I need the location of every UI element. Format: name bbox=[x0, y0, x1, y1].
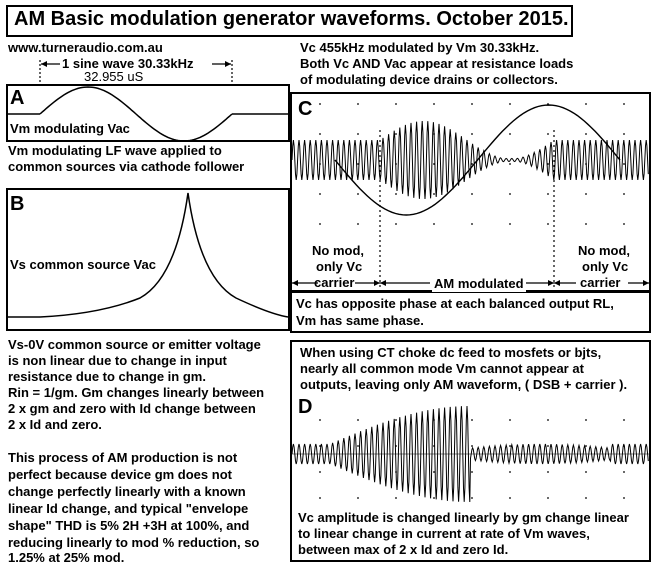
panel-b-desc-1: Vs-0V common source or emitter voltage bbox=[8, 337, 261, 352]
center-label: AM modulated bbox=[434, 276, 524, 291]
panel-c-header-2: Both Vc AND Vac appear at resistance loads bbox=[300, 56, 574, 71]
panel-d-caption-3: between max of 2 x Id and zero Id. bbox=[298, 542, 509, 557]
left-label-3: carrier bbox=[314, 275, 355, 290]
left-label-1: No mod, bbox=[312, 243, 364, 258]
panel-b-letter: B bbox=[10, 193, 25, 215]
right-label-1: No mod, bbox=[578, 243, 630, 258]
panel-c-caption-1: Vc has opposite phase at each balanced output RL, bbox=[296, 296, 614, 311]
panel-b-caption: Vs common source Vac bbox=[10, 257, 156, 272]
panel-c-header-3: of modulating device drains or collectors. bbox=[300, 72, 558, 87]
notes-line-7: 1.25% at 25% mod. bbox=[8, 550, 125, 565]
notes-line-4: linear Id change, and typical "envelope bbox=[8, 501, 249, 516]
notes-line-6: reducing linearly to mod % reduction, so bbox=[8, 535, 260, 550]
panel-d-caption-2: to linear change in current at rate of Vm waves, bbox=[298, 526, 590, 541]
panel-d-header-1: When using CT choke dc feed to mosfets or bjts, bbox=[300, 345, 602, 360]
notes-line-5: shape" THD is 5% 2H +3H at 100%, and bbox=[8, 518, 250, 533]
panel-a-desc-1: Vm modulating LF wave applied to bbox=[8, 143, 222, 158]
right-label-3: carrier bbox=[580, 275, 621, 290]
panel-a-desc-2: common sources via cathode follower bbox=[8, 159, 245, 174]
panel-d-letter: D bbox=[298, 396, 313, 418]
period-label: 1 sine wave 30.33kHz bbox=[62, 56, 194, 71]
website-label: www.turneraudio.com.au bbox=[8, 40, 163, 55]
period-time: 32.955 uS bbox=[84, 69, 144, 84]
right-label-2: only Vc bbox=[582, 259, 629, 274]
notes-line-3: change perfectly linearly with a known bbox=[8, 484, 246, 499]
panel-a-caption: Vm modulating Vac bbox=[10, 121, 130, 136]
notes-line-2: perfect because device gm does not bbox=[8, 467, 232, 482]
panel-d-header-2: nearly all common mode Vm cannot appear at bbox=[300, 361, 584, 376]
panel-b-desc-3: resistance due to change in gm. bbox=[8, 369, 206, 384]
panel-b-desc-5: 2 x gm and zero with Id change between bbox=[8, 401, 256, 416]
panel-d-header-3: outputs, leaving only AM waveform, ( DSB + carrier ). bbox=[300, 377, 628, 392]
panel-b-desc-6: 2 x Id and zero. bbox=[8, 417, 102, 432]
panel-c-letter: C bbox=[298, 98, 313, 120]
panel-a-letter: A bbox=[10, 87, 25, 109]
panel-b-desc-4: Rin = 1/gm. Gm changes linearly between bbox=[8, 385, 265, 400]
page-title: AM Basic modulation generator waveforms. October 2015. bbox=[14, 8, 569, 30]
panel-b-desc-2: is non linear due to change in input bbox=[8, 353, 227, 368]
panel-c-caption-2: Vm has same phase. bbox=[296, 313, 424, 328]
panel-c-header-1: Vc 455kHz modulated by Vm 30.33kHz. bbox=[300, 40, 540, 55]
panel-d-caption-1: Vc amplitude is changed linearly by gm change linear bbox=[298, 510, 629, 525]
left-label-2: only Vc bbox=[316, 259, 363, 274]
notes-line-1: This process of AM production is not bbox=[8, 450, 238, 465]
